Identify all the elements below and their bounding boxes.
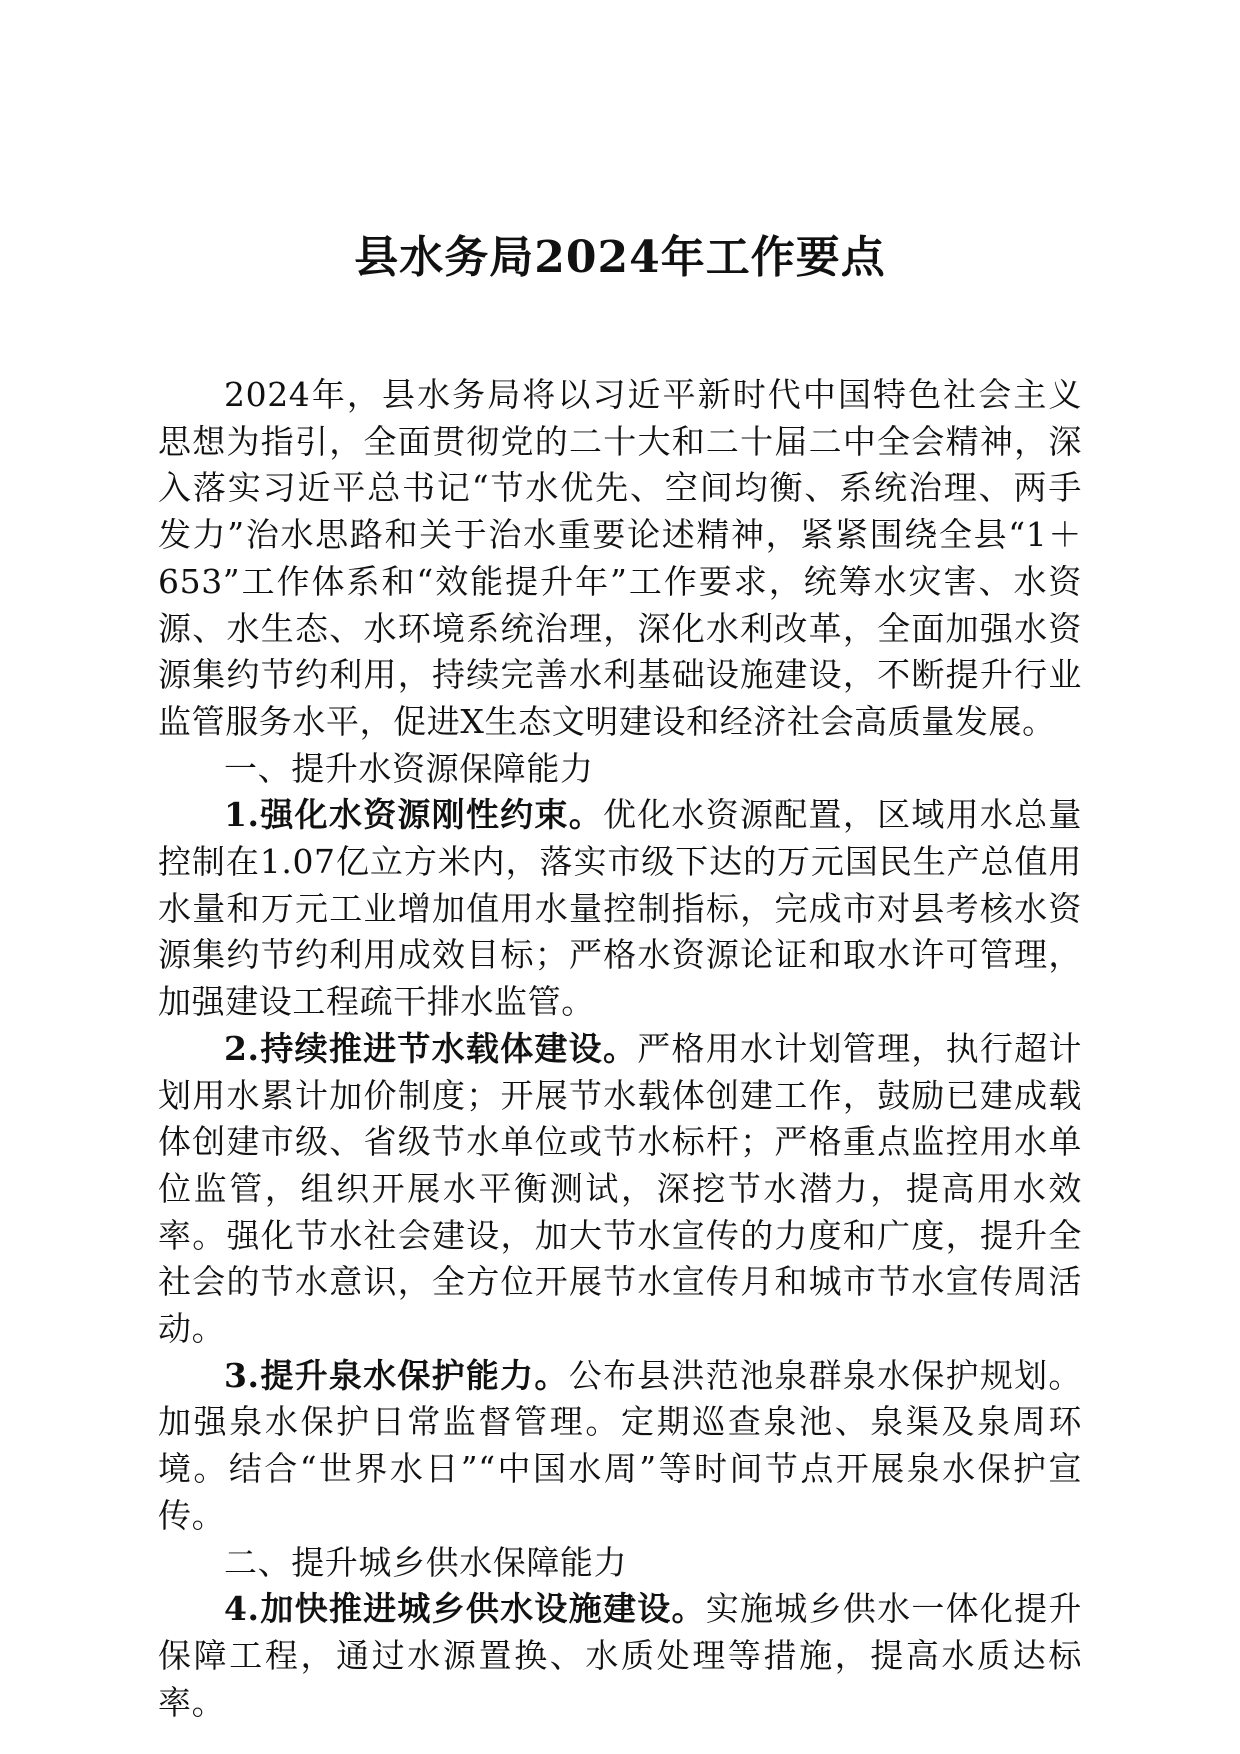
item-text-1: 优化水资源配置，区域用水总量控制在1.07亿立方米内，落实市级下达的万元国民生产总值用水量和万元工业增加值用水量控制指标，完成市对县考核水资源集约节约利用成效目标；严格水资源论证和取水许可管理，加强建设工程疏干排水监管。: [158, 795, 1083, 1022]
item-paragraph-4: [158, 1586, 1082, 1726]
page-title: 县水务局2024年工作要点: [354, 232, 886, 283]
item-lead-3: 3.提升泉水保护能力。: [224, 1355, 569, 1395]
item-text-3: 公布县洪范池泉群泉水保护规划。加强泉水保护日常监督管理。定期巡查泉池、泉渠及泉周环境。结合“世界水日”“中国水周”等时间节点开展泉水保护宣传。: [158, 1355, 1082, 1535]
section-heading-1: 一、提升水资源保障能力: [224, 748, 594, 788]
item-text-2: 严格用水计划管理，执行超计划用水累计加价制度；开展节水载体创建工作，鼓励已建成载体创建市级、省级节水单位或节水标杆；严格重点监控用水单位监管，组织开展水平衡测试，深挖节水潜力，提高用水效率。强化节水社会建设，加大节水宣传的力度和广度，提升全社会的节水意识，全方位开展节水宣传月和城市节水宣传周活动。: [158, 1028, 1082, 1349]
item-lead-2: 2.持续推进节水载体建设。: [224, 1028, 638, 1068]
item-paragraph-1: [158, 792, 1082, 1026]
intro-paragraph: 2024年，县水务局将以习近平新时代中国特色社会主义思想为指引，全面贯彻党的二十大和二十届二中全会精神，深入落实习近平总书记“节水优先、空间均衡、系统治理、两手发力”治水思路和关于治水重要论述精神，紧紧围绕全县“1＋653”工作体系和“效能提升年”工作要求，统筹水灾害、水资源、水生态、水环境系统治理，深化水利改革，全面加强水资源集约节约利用，持续完善水利基础设施建设，不断提升行业监管服务水平，促进X生态文明建设和经济社会高质量发展。: [158, 375, 1082, 741]
section-heading-2: 二、提升城乡供水保障能力: [224, 1542, 628, 1582]
document-body: [158, 372, 1082, 1726]
item-lead-1: 1.强化水资源刚性约束。: [224, 795, 603, 835]
item-paragraph-3: [158, 1353, 1082, 1540]
item-lead-4: 4.加快推进城乡供水设施建设。: [224, 1589, 706, 1629]
item-text-4: 实施城乡供水一体化提升保障工程，通过水源置换、水质处理等措施，提高水质达标率。: [158, 1589, 1082, 1722]
item-paragraph-2: [158, 1026, 1082, 1353]
